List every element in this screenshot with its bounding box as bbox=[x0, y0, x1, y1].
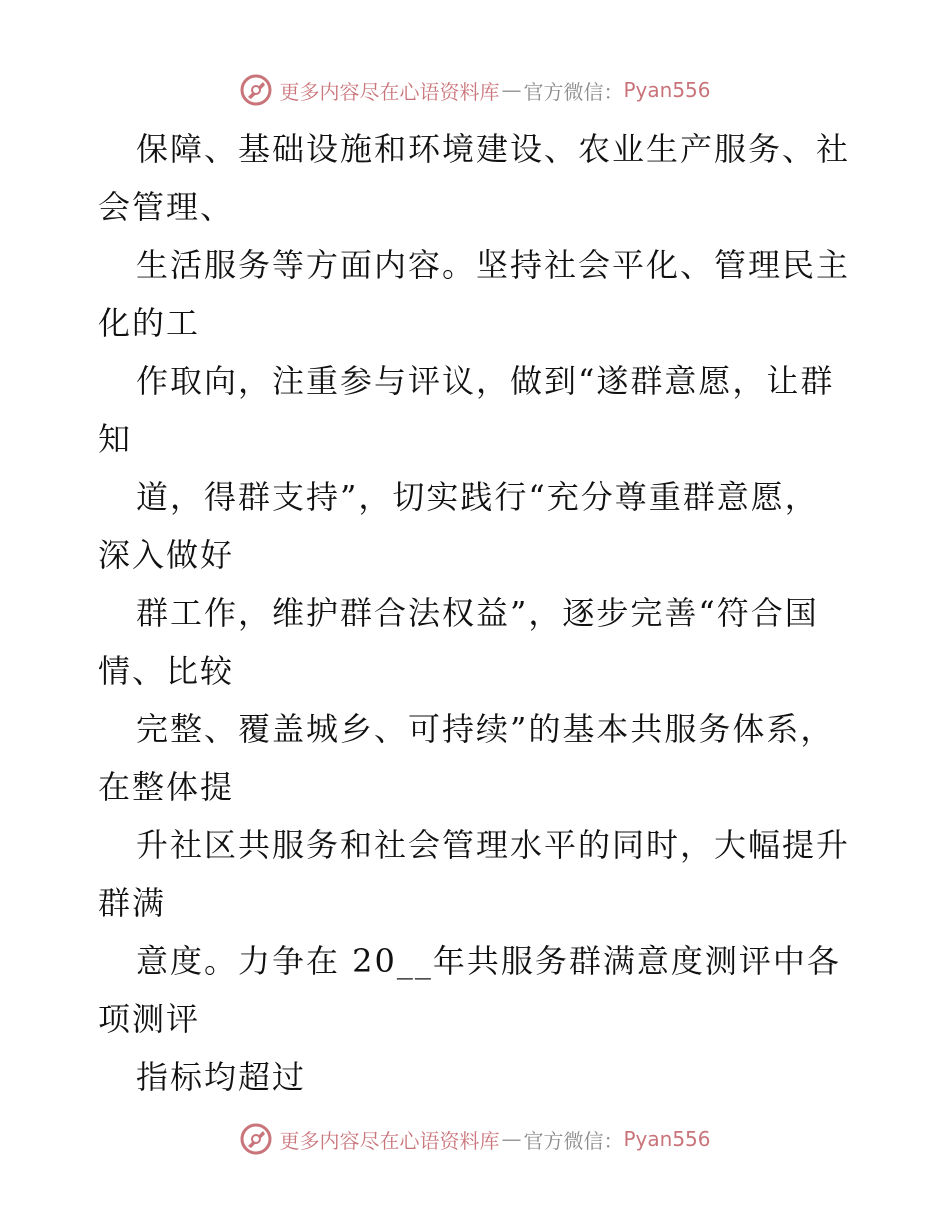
paragraph-line: 化的工 bbox=[98, 304, 201, 342]
paragraph-line: 在整体提 bbox=[98, 768, 235, 806]
paragraph-line: 作取向，注重参与评议，做到“遂群意愿，让群 bbox=[136, 362, 835, 400]
paragraph-line: 意度。力争在 20__年共服务群满意度测评中各 bbox=[136, 942, 841, 980]
paragraph-line: 道，得群支持”，切实践行“充分尊重群意愿， bbox=[136, 478, 819, 516]
paragraph-line: 知 bbox=[98, 420, 133, 458]
paragraph-line: 会管理、 bbox=[98, 188, 235, 226]
paragraph-line: 保障、基础设施和环境建设、农业生产服务、社 bbox=[136, 130, 851, 168]
paragraph-line: 项测评 bbox=[98, 1000, 201, 1038]
banner-label: 官方微信： bbox=[523, 1128, 624, 1153]
footer-banner bbox=[0, 1119, 950, 1159]
paragraph-line: 完整、覆盖城乡、可持续”的基本共服务体系， bbox=[136, 710, 835, 748]
banner-wechat-id: Pyan556 bbox=[623, 78, 711, 102]
banner-separator: — bbox=[501, 1127, 522, 1151]
header-banner bbox=[0, 70, 950, 110]
paragraph-line: 指标均超过 bbox=[136, 1058, 307, 1096]
quill-seal-icon bbox=[239, 73, 273, 107]
paragraph-line: 情、比较 bbox=[98, 652, 235, 690]
banner-separator: — bbox=[501, 78, 522, 102]
banner-text: 更多内容尽在心语资料库 bbox=[279, 1128, 500, 1153]
document-body bbox=[98, 120, 858, 1106]
paragraph-line: 生活服务等方面内容。坚持社会平化、管理民主 bbox=[136, 246, 851, 284]
paragraph-line: 深入做好 bbox=[98, 536, 235, 574]
banner-wechat-id: Pyan556 bbox=[623, 1127, 711, 1151]
paragraph-line: 群满 bbox=[98, 884, 167, 922]
quill-seal-icon bbox=[239, 1122, 273, 1156]
paragraph-line: 升社区共服务和社会管理水平的同时，大幅提升 bbox=[136, 826, 851, 864]
banner-text: 更多内容尽在心语资料库 bbox=[279, 79, 500, 104]
paragraph-line: 群工作，维护群合法权益”，逐步完善“符合国 bbox=[136, 594, 819, 632]
banner-label: 官方微信： bbox=[523, 79, 624, 104]
